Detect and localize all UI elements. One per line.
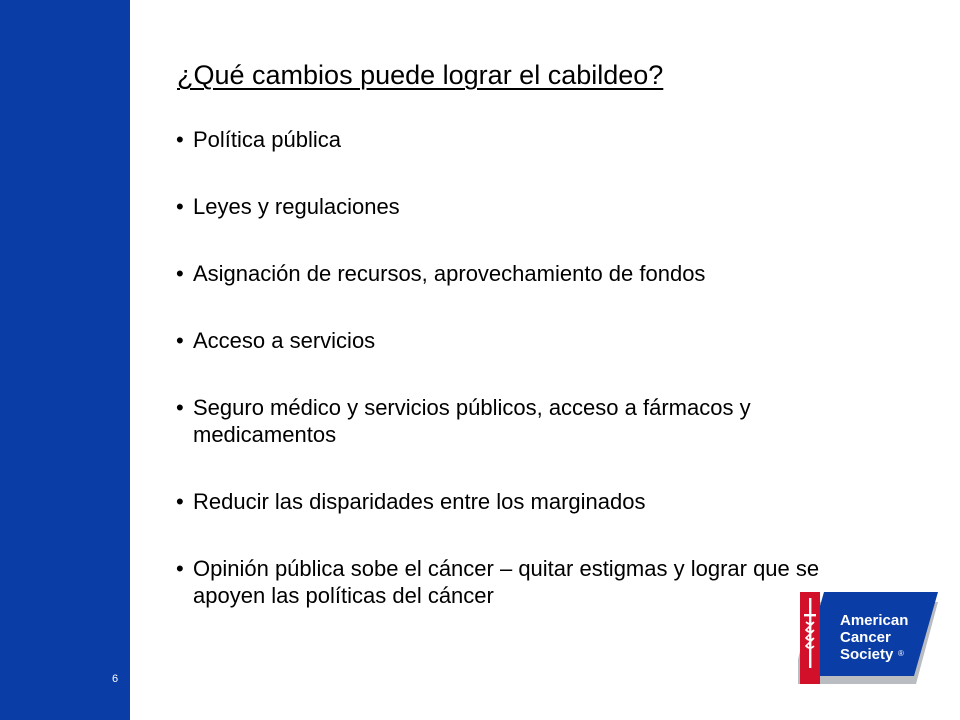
bullet-item-opinion: • Opinión pública sobe el cáncer – quitar estigmas y lograr que se apoyen las políticas del cáncer <box>176 555 883 609</box>
sidebar-band <box>0 0 130 720</box>
bullet-item-reducir: • Reducir las disparidades entre los marginados <box>176 488 883 515</box>
bullet-item-seguro: • Seguro médico y servicios públicos, acceso a fármacos y medicamentos <box>176 394 803 448</box>
bullet-item-leyes: • Leyes y regulaciones <box>176 193 883 220</box>
bullet-item-politica: • Política pública <box>176 126 883 153</box>
bullet-item-asignacion: • Asignación de recursos, aprovechamiento de fondos <box>176 260 883 287</box>
page-number: 6 <box>112 673 119 685</box>
logo-line3: Society <box>840 646 894 663</box>
bullet-item-acceso: • Acceso a servicios <box>176 327 883 354</box>
american-cancer-society-logo <box>798 592 938 684</box>
slide-title: ¿Qué cambios puede lograr el cabildeo? <box>177 60 664 90</box>
logo-line1: American <box>840 612 909 629</box>
logo-registered-mark: ® <box>898 649 904 658</box>
logo-line2: Cancer <box>840 629 891 646</box>
